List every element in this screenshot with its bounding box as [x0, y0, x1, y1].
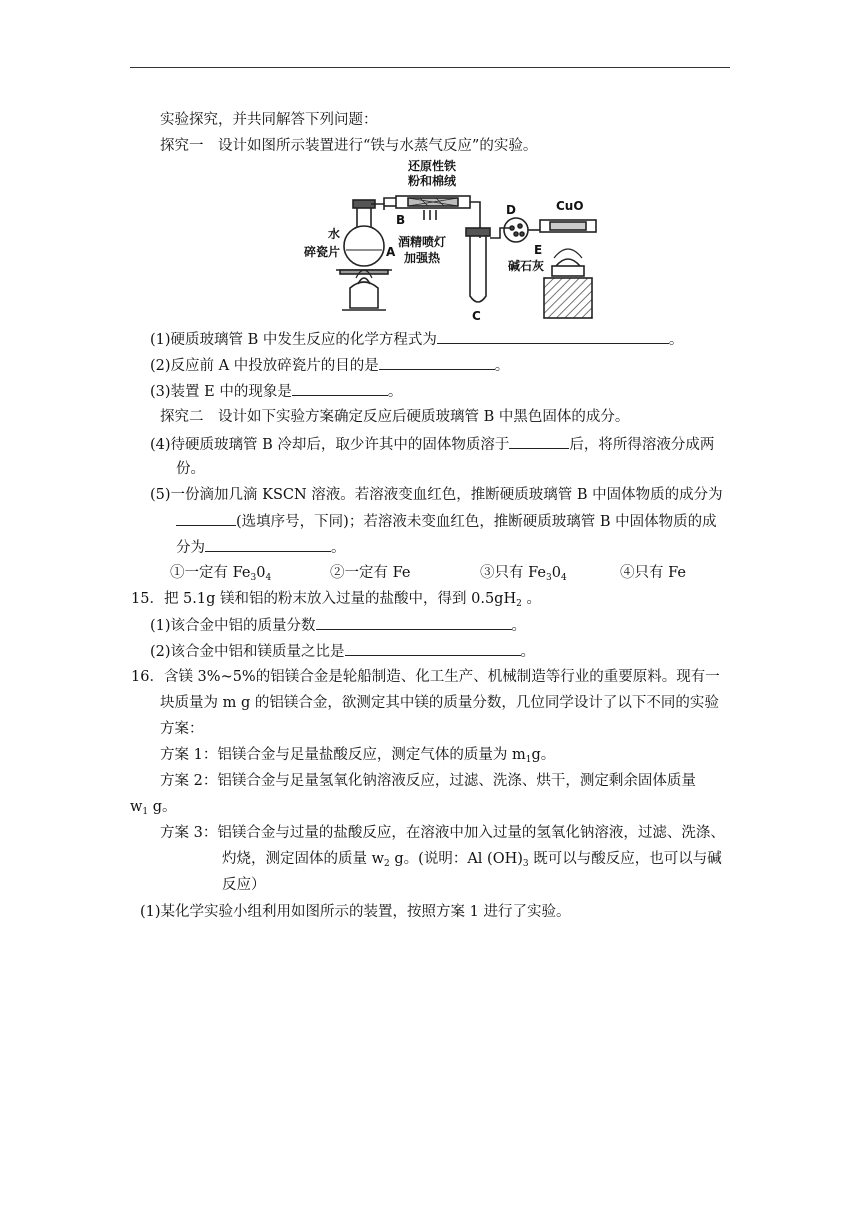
option-3-sub-b: 4 [560, 573, 567, 583]
option-3-mid: 0 [551, 565, 561, 581]
label-chips: 碎瓷片 [304, 245, 341, 259]
label-a: A [386, 245, 396, 259]
answer-blank-15-1[interactable] [316, 615, 512, 630]
option-1-text: ①一定有 Fe [170, 565, 251, 581]
label-d: D [506, 203, 516, 217]
label-lamp-1: 酒精喷灯 [398, 235, 447, 249]
option-4: ④只有 Fe [620, 565, 686, 581]
label-iron-1: 还原性铁 [408, 159, 457, 173]
question-5-line-3 [176, 537, 346, 558]
scheme-1-text: 方案 1：铝镁合金与足量盐酸反应，测定气体的质量为 m [160, 747, 526, 763]
probe1-text: 探究一 设计如图所示装置进行“铁与水蒸气反应”的实验。 [160, 138, 538, 154]
question-15-part-2-text: (2)该合金中铝和镁质量之比是 [150, 644, 345, 660]
label-lime: 碱石灰 [508, 259, 545, 273]
question-15-part-1-end: 。 [511, 618, 527, 634]
scheme-3-cont [222, 849, 722, 869]
option-1-sub-b: 4 [265, 573, 272, 583]
question-2 [150, 355, 509, 376]
question-15-text: 15．把 5.1g 镁和铝的粉末放入过量的盐酸中，得到 0.5gH [131, 591, 517, 607]
label-e: E [534, 243, 543, 257]
question-15-part-1 [150, 615, 526, 636]
scheme-3: 方案 3：铝镁合金与过量的盐酸反应，在溶液中加入过量的氢氧化钠溶液，过滤、洗涤、 [160, 825, 725, 841]
answer-blank-4[interactable] [509, 434, 569, 449]
question-5-line-2 [176, 511, 717, 532]
question-2-text: (2)反应前 A 中投放碎瓷片的目的是 [150, 358, 379, 374]
question-16-line-3: 方案： [160, 721, 204, 737]
scheme-3-cont-text: 灼烧，测定固体的质量 w [222, 851, 385, 867]
option-1-mid: 0 [256, 565, 266, 581]
question-3 [150, 381, 402, 402]
question-15-end: 。 [521, 591, 541, 607]
scheme-3-cont-2: 反应） [222, 877, 266, 893]
lamp-stand-e [544, 278, 592, 318]
question-1-text: (1)硬质玻璃管 B 中发生反应的化学方程式为 [150, 332, 437, 348]
option-3-sub-a: 3 [545, 573, 552, 583]
label-iron-2: 粉和棉绒 [408, 174, 457, 188]
question-15-part-1-text: (1)该合金中铝的质量分数 [150, 618, 316, 634]
scheme-1-sub: 1 [525, 755, 532, 765]
option-1-sub-a: 3 [250, 573, 257, 583]
answer-blank-5a[interactable] [176, 511, 236, 526]
question-15-part-2-end: 。 [520, 644, 536, 660]
scheme-2: 方案 2：铝镁合金与足量氢氧化钠溶液反应，过滤、洗涤、烘干，测定剩余固体质量 [160, 773, 696, 789]
question-16-part-1: (1)某化学实验小组利用如图所示的装置，按照方案 1 进行了实验。 [140, 904, 571, 920]
scheme-3-cont-mid: g。(说明：Al (OH) [389, 851, 523, 867]
scheme-2-cont-text: w [130, 799, 143, 815]
label-cuo: CuO [556, 199, 584, 213]
scheme-3-cont-end: 既可以与酸反应，也可以与碱 [528, 851, 722, 867]
question-2-end: 。 [494, 358, 510, 374]
label-c: C [472, 309, 481, 323]
question-5-line-1: (5)一份滴加几滴 KSCN 溶液。若溶液变血红色，推断硬质玻璃管 B 中固体物质的成分为 [150, 487, 723, 503]
scheme-1 [160, 745, 555, 765]
drying-tube-d [504, 218, 528, 242]
question-3-text: (3)装置 E 中的现象是 [150, 384, 292, 400]
question-5-end: 。 [331, 540, 346, 556]
apparatus-figure [300, 158, 610, 324]
option-2: ②一定有 Fe [330, 565, 411, 581]
intro-text: 实验探究，并共同解答下列问题： [160, 112, 378, 128]
answer-blank-5b[interactable] [205, 537, 331, 552]
flask-a [344, 226, 384, 266]
scheme-2-cont-end: g。 [148, 799, 177, 815]
question-3-end: 。 [387, 384, 403, 400]
question-4-line-1 [150, 434, 714, 455]
tube-c [470, 232, 486, 302]
probe2-text: 探究二 设计如下实验方案确定反应后硬质玻璃管 B 中黑色固体的成分。 [160, 409, 630, 425]
answer-blank-2[interactable] [379, 355, 495, 370]
question-4-text-1: (4)待硬质玻璃管 B 冷却后，取少许其中的固体物质溶于 [150, 437, 510, 453]
question-15-sub: 2 [516, 599, 522, 609]
question-5-text-3: 分为 [176, 540, 205, 556]
answer-blank-1[interactable] [437, 329, 669, 344]
question-15-part-2 [150, 641, 535, 662]
label-lamp-2: 加强热 [404, 251, 441, 265]
option-3 [480, 563, 567, 583]
scheme-1-end: g。 [531, 747, 556, 763]
label-b: B [396, 213, 406, 227]
question-1 [150, 329, 683, 350]
question-4-line-2: 份。 [176, 461, 205, 477]
scheme-2-cont-sub: 1 [142, 807, 149, 817]
question-15-stem [131, 589, 541, 609]
option-1 [170, 563, 271, 583]
question-5-text-2: (选填序号，下同)；若溶液未变血红色，推断硬质玻璃管 B 中固体物质的成 [236, 514, 717, 530]
question-1-end: 。 [668, 332, 684, 348]
answer-blank-15-2[interactable] [345, 641, 521, 656]
scheme-3-cont-sub: 2 [384, 859, 390, 869]
scheme-3-cont-sub2: 3 [522, 859, 529, 869]
header-rule [130, 67, 730, 68]
label-water: 水 [328, 227, 341, 241]
scheme-2-cont [130, 797, 177, 817]
question-4-text-2: 后，将所得溶液分成两 [569, 437, 715, 453]
answer-blank-3[interactable] [292, 381, 388, 396]
question-16-line-2: 块质量为 m g 的铝镁合金，欲测定其中镁的质量分数，几位同学设计了以下不同的实验 [160, 695, 719, 711]
option-3-text: ③只有 Fe [480, 565, 546, 581]
question-16-line-1: 16．含镁 3%~5%的铝镁合金是轮船制造、化工生产、机械制造等行业的重要原料。现有一 [131, 669, 720, 685]
